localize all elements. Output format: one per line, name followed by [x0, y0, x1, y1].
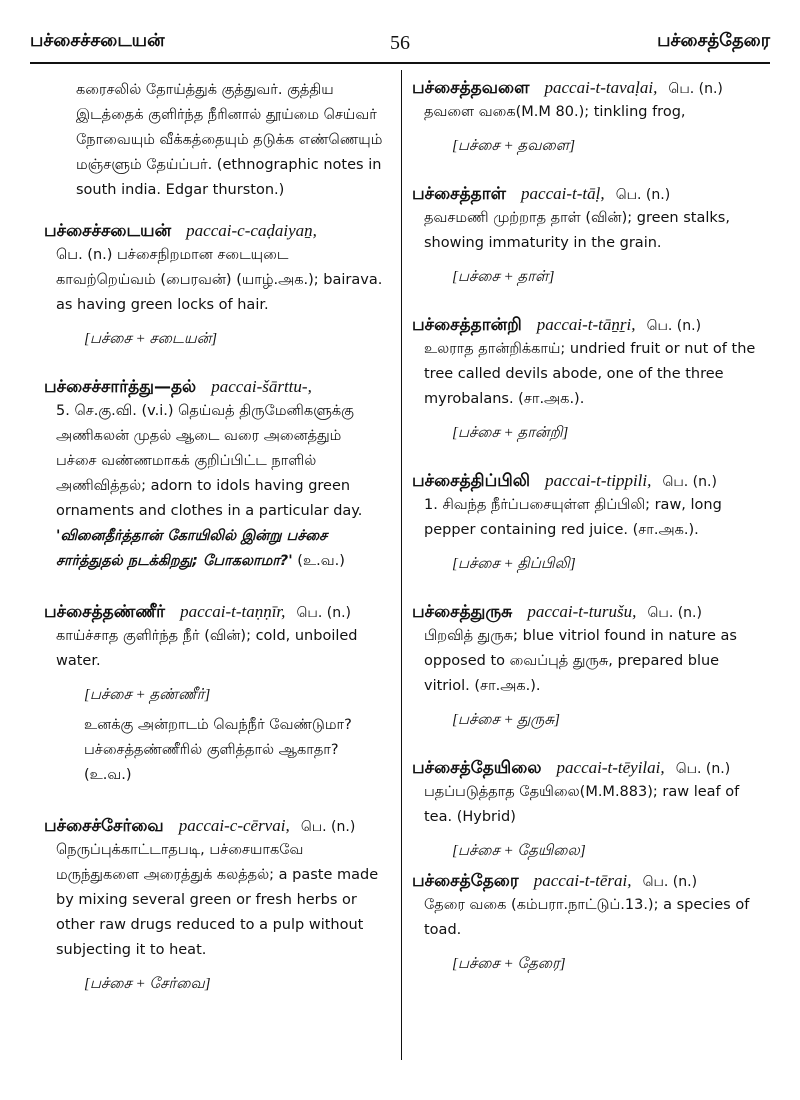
transliteration: paccai-t-taṇṇīr, [180, 602, 286, 621]
header-rule [30, 62, 770, 64]
etymology: [பச்சை + சேர்வை] [84, 976, 211, 992]
continuation-text: கரைசலில் தோய்த்துக் குத்துவர். குத்திய இடத்தைக் குளிர்ந்த நீரினால் தூய்மை செய்வர் நோவையும் வீக்கத்தையும் தடுக்க எண்ணெயும் மஞ்சளும் தேய்ப்பர். (ethnographic notes in south india. Edgar thurston.) [76, 82, 383, 198]
grammar-label: பெ. (n.) [300, 819, 356, 835]
definition: 5. செ.கு.வி. (v.i.) தெய்வத் திருமேனிகளுக்கு அணிகலன் முதல் ஆடை வரை அனைத்தும் பச்சை வண்ணமாகக் குறிப்பிட்ட நாளில் அணிவித்தல்; adorn to idols having green ornaments and clothes in a particular day. [56, 403, 363, 519]
usage-example: உனக்கு அன்றாடம் வெந்நீர் வேண்டுமா? பச்சைத்தண்ணீரில் குளித்தால் ஆகாதா? (உ.வ.) [84, 717, 352, 783]
grammar-label: பெ. (n.) [615, 187, 671, 203]
left-column [44, 78, 384, 1004]
definition: பதப்படுத்தாத தேயிலை(M.M.883); raw leaf of tea. (Hybrid) [424, 784, 740, 825]
definition: உலராத தான்றிக்காய்; undried fruit or nut of the tree called devils abode, one of the three myrobalans. (சா.அக.). [424, 341, 756, 407]
dictionary-entry [44, 602, 384, 788]
grammar-label: பெ. (n.) [668, 81, 723, 97]
definition: தவளை வகை(M.M 80.); tinkling frog, [424, 104, 686, 120]
header-last-word: பச்சைத்தேரை [657, 30, 770, 51]
grammar-label: பெ. (n.) [646, 318, 702, 334]
headword: பச்சைத்தான்றி [412, 315, 522, 335]
dictionary-entry [412, 758, 764, 861]
etymology: [பச்சை + தாள்] [452, 269, 555, 285]
right-column [412, 78, 764, 984]
transliteration: paccai-t-tāṉṟi, [536, 315, 636, 334]
page-header [30, 30, 770, 64]
dictionary-entry [412, 602, 764, 730]
dictionary-entry [412, 871, 764, 974]
definition: 1. சிவந்த நீர்ப்பசையுள்ள திப்பிலி; raw, long pepper containing red juice. (சா.அக.). [424, 497, 722, 538]
etymology: [பச்சை + தான்றி] [452, 425, 569, 441]
headword: பச்சைத்தாள் [412, 184, 506, 204]
headword: பச்சைத்தேயிலை [412, 758, 542, 778]
transliteration: paccai-t-turušu, [527, 602, 637, 621]
headword: பச்சைச்சடையன் [44, 221, 172, 241]
grammar-label: பெ. (n.) [662, 474, 717, 490]
transliteration: paccai-t-tippili, [545, 471, 652, 490]
etymology: [பச்சை + திப்பிலி] [452, 556, 576, 572]
headword: பச்சைத்தண்ணீர் [44, 602, 166, 622]
grammar-label: பெ. (n.) [296, 605, 351, 621]
headword: பச்சைச்சார்த்து—தல் [44, 377, 197, 397]
transliteration: paccai-t-tērai, [533, 871, 632, 890]
headword: பச்சைத்தவளை [412, 78, 530, 98]
header-first-word: பச்சைச்சடையன் [30, 30, 165, 51]
definition: தேரை வகை (கம்பரா.நாட்டுப்.13.); a species of toad. [424, 897, 750, 938]
grammar-label: பெ. (n.) [647, 605, 702, 621]
etymology: [பச்சை + தண்ணீர்] [84, 687, 211, 703]
headword: பச்சைச்சேர்வை [44, 816, 164, 836]
headword: பச்சைத்திப்பிலி [412, 471, 531, 491]
etymology: [பச்சை + தேயிலை] [452, 843, 586, 859]
definition: தவசமணி முற்றாத தாள் (வின்); green stalks, showing immaturity in the grain. [424, 210, 730, 251]
definition: நெருப்புக்காட்டாதபடி, பச்சையாகவே மருந்துகளை அரைத்துக் கலத்தல்; a paste made by mixing several green or fresh herbs or other raw drugs reduced to a pulp without subjecting it to heat. [56, 842, 379, 958]
etymology: [பச்சை + தேரை] [452, 956, 566, 972]
definition: பெ. (n.) பச்சைநிறமான சடையுடை காவற்றெய்வம் (பைரவன்) (யாழ்.அக.); bairava. as having green locks of hair. [56, 247, 383, 313]
dictionary-entry [412, 184, 764, 287]
transliteration: paccai-t-tēyilai, [556, 758, 665, 777]
definition: காய்ச்சாத குளிர்ந்த நீர் (வின்); cold, unboiled water. [56, 628, 358, 669]
dictionary-entry [44, 816, 384, 994]
transliteration: paccai-t-tavaḷai, [544, 78, 658, 97]
quote-text: 'வினைதீர்த்தான் கோயிலில் இன்று பச்சை சார்த்துதல் நடக்கிறது; போகலாமா?' [56, 528, 328, 569]
transliteration: paccai-c-caḍaiyaṉ, [186, 221, 317, 240]
grammar-label: பெ. (n.) [675, 761, 731, 777]
page-number: 56 [390, 32, 410, 54]
headword: பச்சைத்துருசு [412, 602, 513, 622]
dictionary-entry [412, 78, 764, 156]
dictionary-entry [412, 315, 764, 443]
dictionary-entry [412, 471, 764, 574]
headword: பச்சைத்தேரை [412, 871, 519, 891]
etymology: [பச்சை + தவளை] [452, 138, 576, 154]
grammar-label: பெ. (n.) [642, 874, 698, 890]
transliteration: paccai-c-cērvai, [178, 816, 290, 835]
quote-source: (உ.வ.) [297, 553, 345, 569]
transliteration: paccai-t-tāḷ, [521, 184, 605, 203]
column-divider [401, 70, 402, 1060]
etymology: [பச்சை + சடையன்] [84, 331, 218, 347]
usage-quote [44, 524, 384, 574]
definition: பிறவித் துருசு; blue vitriol found in nature as opposed to வைப்புத் துருசு, prepared blue vitriol. (சா.அக.). [424, 628, 737, 694]
dictionary-entry [44, 377, 384, 574]
transliteration: paccai-šārttu-, [211, 377, 312, 396]
dictionary-entry [44, 221, 384, 349]
etymology: [பச்சை + துருசு] [452, 712, 560, 728]
